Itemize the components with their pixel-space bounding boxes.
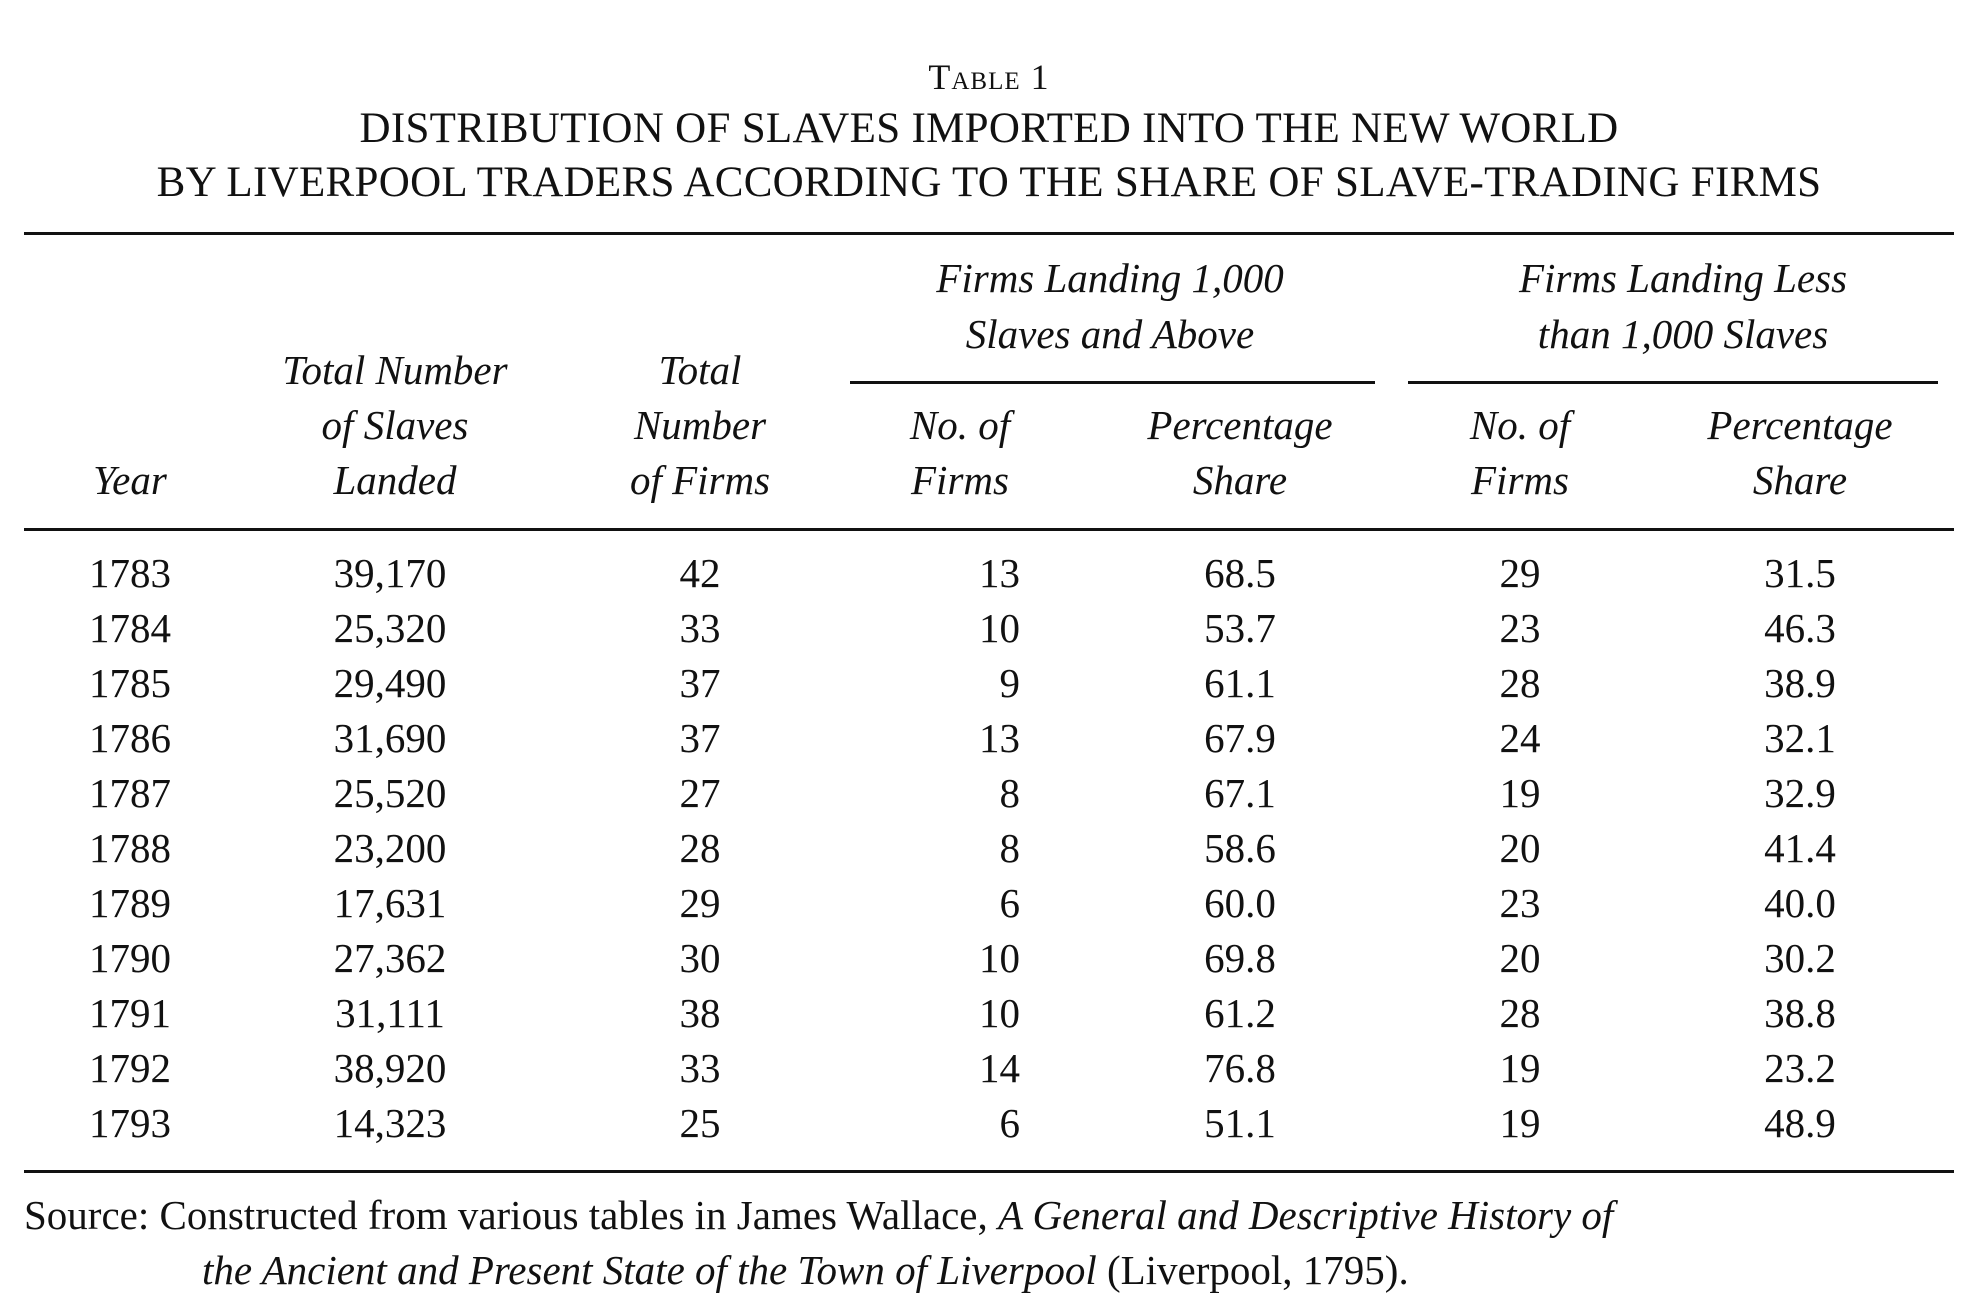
cell-total-slaves: 29,490 — [333, 660, 447, 706]
cell-small-pct: 38.9 — [1764, 660, 1836, 706]
cell-small-pct: 23.2 — [1764, 1045, 1836, 1091]
cell-small-no-firms: 28 — [1499, 660, 1541, 706]
cell-total-firms: 27 — [679, 770, 721, 816]
header-group-small-2: than 1,000 Slaves — [1537, 311, 1829, 357]
cell-large-no-firms: 10 — [979, 990, 1020, 1036]
cell-large-pct: 53.7 — [1204, 605, 1276, 651]
cell-small-no-firms: 23 — [1499, 605, 1541, 651]
header-large-no-firms-1: No. of — [909, 402, 1011, 448]
cell-large-no-firms: 13 — [979, 550, 1020, 596]
cell-large-no-firms: 10 — [979, 935, 1020, 981]
group-small-rule — [1408, 381, 1938, 384]
cell-small-no-firms: 29 — [1499, 550, 1541, 596]
cell-large-no-firms: 8 — [999, 770, 1020, 816]
header-small-no-firms-2: Firms — [1471, 457, 1569, 503]
cell-year: 1783 — [89, 550, 171, 596]
cell-small-no-firms: 19 — [1499, 1045, 1541, 1091]
cell-total-slaves: 38,920 — [333, 1045, 447, 1091]
cell-small-no-firms: 19 — [1499, 1100, 1541, 1146]
cell-large-no-firms: 8 — [999, 825, 1020, 871]
cell-large-no-firms: 10 — [979, 605, 1020, 651]
cell-small-pct: 32.1 — [1764, 715, 1836, 761]
group-large-rule — [850, 381, 1375, 384]
cell-small-pct: 30.2 — [1764, 935, 1836, 981]
cell-large-pct: 58.6 — [1204, 825, 1276, 871]
cell-large-pct: 61.2 — [1204, 990, 1276, 1036]
cell-year: 1792 — [89, 1045, 171, 1091]
header-total-firms-1: Total — [658, 347, 742, 393]
cell-total-firms: 37 — [679, 660, 721, 706]
cell-total-slaves: 23,200 — [333, 825, 447, 871]
cell-large-pct: 69.8 — [1204, 935, 1276, 981]
cell-year: 1786 — [89, 715, 171, 761]
cell-total-firms: 38 — [679, 990, 721, 1036]
cell-small-pct: 31.5 — [1764, 550, 1836, 596]
header-group-large-1: Firms Landing 1,000 — [936, 255, 1284, 301]
source-label: Source: — [24, 1192, 150, 1238]
cell-small-pct: 41.4 — [1764, 825, 1836, 871]
bottom-rule — [24, 1170, 1954, 1173]
header-total-slaves-3: Landed — [333, 457, 457, 503]
cell-total-firms: 33 — [679, 1045, 721, 1091]
source-note — [24, 1188, 1613, 1298]
cell-large-pct: 61.1 — [1204, 660, 1276, 706]
cell-large-pct: 67.1 — [1204, 770, 1276, 816]
cell-total-slaves: 25,520 — [333, 770, 447, 816]
cell-small-pct: 32.9 — [1764, 770, 1836, 816]
header-year: Year — [93, 457, 167, 503]
cell-small-no-firms: 20 — [1499, 825, 1541, 871]
header-large-pct-2: Share — [1192, 457, 1288, 503]
cell-large-no-firms: 9 — [999, 660, 1020, 706]
cell-year: 1793 — [89, 1100, 171, 1146]
cell-large-no-firms: 6 — [999, 880, 1020, 926]
cell-total-slaves: 25,320 — [333, 605, 447, 651]
header-total-slaves-2: of Slaves — [321, 402, 469, 448]
cell-total-firms: 28 — [679, 825, 721, 871]
header-group-small-1: Firms Landing Less — [1518, 255, 1848, 301]
header-total-firms-3: of Firms — [629, 457, 771, 503]
source-text: Constructed from various tables in James Wallace, — [149, 1192, 998, 1238]
header-small-no-firms-1: No. of — [1469, 402, 1571, 448]
cell-small-pct: 38.8 — [1764, 990, 1836, 1036]
source-book-title-1: A General and Descriptive History of — [998, 1192, 1614, 1238]
cell-year: 1784 — [89, 605, 171, 651]
header-total-slaves-1: Total Number — [282, 347, 508, 393]
cell-total-firms: 29 — [679, 880, 721, 926]
cell-small-pct: 48.9 — [1764, 1100, 1836, 1146]
cell-year: 1788 — [89, 825, 171, 871]
cell-small-pct: 40.0 — [1764, 880, 1836, 926]
header-total-firms-2: Number — [633, 402, 767, 448]
cell-large-pct: 51.1 — [1204, 1100, 1276, 1146]
cell-small-no-firms: 23 — [1499, 880, 1541, 926]
cell-total-slaves: 31,690 — [333, 715, 447, 761]
header-rule — [24, 528, 1954, 531]
cell-total-firms: 33 — [679, 605, 721, 651]
cell-total-slaves: 17,631 — [333, 880, 447, 926]
cell-large-pct: 76.8 — [1204, 1045, 1276, 1091]
cell-small-no-firms: 20 — [1499, 935, 1541, 981]
cell-year: 1790 — [89, 935, 171, 981]
cell-small-no-firms: 28 — [1499, 990, 1541, 1036]
header-large-pct-1: Percentage — [1147, 402, 1333, 448]
cell-total-slaves: 39,170 — [333, 550, 447, 596]
source-book-title-2: the Ancient and Present State of the Town of Liverpool — [202, 1247, 1097, 1293]
cell-year: 1785 — [89, 660, 171, 706]
cell-total-slaves: 31,111 — [335, 990, 445, 1036]
header-large-no-firms-2: Firms — [911, 457, 1009, 503]
header-small-pct-2: Share — [1752, 457, 1848, 503]
cell-year: 1789 — [89, 880, 171, 926]
cell-total-firms: 42 — [679, 550, 721, 596]
cell-large-pct: 60.0 — [1204, 880, 1276, 926]
cell-total-firms: 25 — [679, 1100, 721, 1146]
cell-small-pct: 46.3 — [1764, 605, 1836, 651]
source-publication: (Liverpool, 1795). — [1096, 1247, 1409, 1293]
cell-year: 1791 — [89, 990, 171, 1036]
cell-year: 1787 — [89, 770, 171, 816]
cell-large-pct: 67.9 — [1204, 715, 1276, 761]
header-small-pct-1: Percentage — [1707, 402, 1893, 448]
cell-total-slaves: 14,323 — [333, 1100, 447, 1146]
title-line-2: BY LIVERPOOL TRADERS ACCORDING TO THE SHARE OF SLAVE-TRADING FIRMS — [156, 159, 1822, 206]
cell-total-firms: 37 — [679, 715, 721, 761]
cell-small-no-firms: 24 — [1499, 715, 1541, 761]
cell-total-firms: 30 — [679, 935, 721, 981]
cell-large-pct: 68.5 — [1204, 550, 1276, 596]
table-number: Table 1 — [928, 57, 1050, 97]
cell-large-no-firms: 6 — [999, 1100, 1020, 1146]
top-rule — [24, 232, 1954, 235]
cell-large-no-firms: 13 — [979, 715, 1020, 761]
title-line-1: DISTRIBUTION OF SLAVES IMPORTED INTO THE NEW WORLD — [359, 105, 1619, 152]
table-title — [0, 52, 1978, 210]
cell-large-no-firms: 14 — [979, 1045, 1020, 1091]
cell-total-slaves: 27,362 — [333, 935, 447, 981]
header-group-large-2: Slaves and Above — [965, 311, 1255, 357]
cell-small-no-firms: 19 — [1499, 770, 1541, 816]
